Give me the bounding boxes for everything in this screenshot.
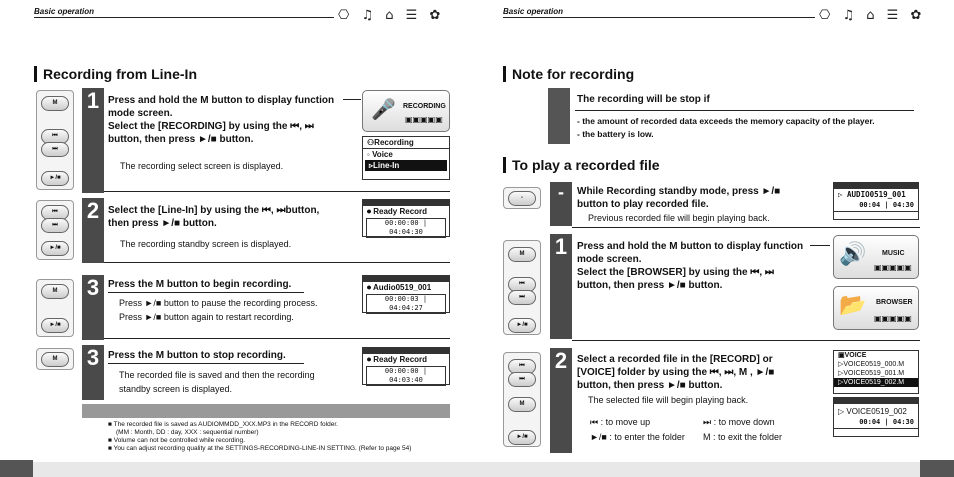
legend-play: ►/■ : to enter the folder — [590, 432, 685, 442]
mode-icons: ▣▣▣▣▣ — [874, 263, 912, 272]
recording-mode-screen — [362, 90, 450, 132]
step1-connector — [343, 99, 361, 100]
header-rule-left — [34, 17, 334, 18]
step-number-1: 1 — [82, 88, 104, 193]
standby-time: 00:00:00 | 04:04:30 — [366, 218, 446, 238]
ready-record-label: ⏺ Ready Record — [367, 355, 428, 364]
step2-button-panel — [36, 200, 74, 260]
step2-divider — [104, 262, 450, 263]
step4-button-panel — [36, 348, 74, 370]
rstep1-text — [577, 240, 817, 292]
rstep0-divider — [572, 227, 920, 228]
rstep0-line2: button to play recorded file. — [577, 199, 709, 210]
step3-rule — [108, 292, 304, 293]
step3-sub2: Press ►/■ button again to restart recording. — [119, 312, 294, 322]
play-stop-button[interactable]: ►/■ — [41, 318, 69, 333]
rstep1-line4: button, then press ►/■ button. — [577, 280, 723, 291]
file-row[interactable]: ▷VOICE0519_001.M — [838, 370, 905, 377]
note-2: ■ Volume can not be controlled while recording. — [108, 437, 245, 444]
rstep2-line3: button, then press ►/■ button. — [577, 380, 723, 391]
step2-text — [108, 204, 343, 230]
file-list-screen — [833, 350, 919, 394]
prev-button[interactable]: ⏮ — [508, 277, 536, 292]
step2-line2: then press ►/■ button. — [108, 218, 217, 229]
next-button[interactable]: ⏭ — [41, 142, 69, 157]
browser-mode-screen — [833, 286, 919, 330]
step-number-dash: - — [550, 182, 572, 226]
section-title-note: Note for recording — [503, 66, 634, 82]
file-row-selected[interactable]: ▷VOICE0519_002.M — [834, 378, 918, 387]
m-button[interactable]: M — [41, 352, 69, 367]
step4-rule — [108, 363, 304, 364]
stop-item-1: - the amount of recorded data exceeds the memory capacity of the player. — [577, 116, 875, 126]
rec-menu-linein: ▹Line-In — [365, 160, 447, 171]
select-button-panel — [503, 352, 541, 447]
legend-prev: ⏮ : to move up — [590, 417, 651, 427]
voice-playback-screen — [833, 397, 919, 437]
prev-button[interactable]: ⏮ — [41, 129, 69, 144]
file-row[interactable]: ▷VOICE0519_000.M — [838, 361, 905, 368]
folder-icon: 📂 — [839, 293, 867, 318]
note-1: ■ The recorded file is saved as AUDIOMMDD_XXX.MP3 in the RECORD folder. — [108, 421, 338, 428]
m-button[interactable]: M — [41, 96, 69, 111]
next-button[interactable]: ⏭ — [508, 290, 536, 305]
step1-sub: The recording select screen is displayed. — [120, 161, 284, 171]
rec-menu-title: ⚇Recording — [367, 138, 414, 147]
speaker-icon: 🔊 — [839, 242, 867, 267]
audio-file-label: ⏺ Audio0519_001 — [367, 283, 432, 292]
header-rule-right — [503, 17, 815, 18]
stop-title: The recording will be stop if — [577, 94, 710, 105]
step1-line3: button, then press ►/■ button. — [108, 134, 254, 145]
rstep2-sub: The selected file will begin playing back. — [588, 395, 749, 405]
rstep1-connector — [810, 245, 830, 246]
legend-m: M : to exit the folder — [703, 432, 783, 442]
voice-time: 00:04 | 04:30 — [834, 417, 918, 429]
m-button[interactable]: M — [41, 284, 69, 299]
stop-time: 00:00:00 | 04:03:40 — [366, 366, 446, 386]
recording-label: RECORDING — [403, 103, 446, 110]
prev-button[interactable]: ⏮ — [41, 205, 69, 220]
footer-block-right — [920, 460, 954, 477]
m-button[interactable]: M — [508, 247, 536, 262]
audio-time: 00:04 | 04:30 — [834, 200, 918, 212]
play-stop-button[interactable]: - — [508, 191, 536, 206]
music-mode-screen — [833, 235, 919, 279]
ready-record-screen — [362, 199, 450, 237]
microphone-icon: 🎤 — [371, 97, 396, 121]
rstep1-line2: mode screen. — [577, 254, 642, 265]
music-label: MUSIC — [882, 250, 905, 257]
footer-block-left — [0, 460, 33, 477]
stop-record-screen — [362, 347, 450, 385]
rstep1-line3: Select the [BROWSER] by using the ⏮, ⏭ — [577, 267, 774, 278]
rstep0-line1: While Recording standby mode, press ►/■ — [577, 186, 781, 197]
section-title-play: To play a recorded file — [503, 157, 660, 173]
stop-rule — [575, 110, 914, 111]
step2-line1: Select the [Line-In] by using the ⏮, ⏭button, — [108, 205, 320, 216]
rstep2-text — [577, 353, 817, 392]
section-title-recording: Recording from Line-In — [34, 66, 197, 82]
audio-file-label: ▷ AUDIO0519_001 — [838, 190, 906, 199]
step3-sub1: Press ►/■ button to pause the recording process. — [119, 298, 318, 308]
header-icons-right: ⎔ ♫ ⌂ ☰ ✿ — [819, 8, 926, 23]
note-3: ■ You can adjust recording quality at the SETTINGS-RECORDING-LINE-IN SETTING. (Refer to page 54) — [108, 445, 412, 452]
header-icons-left: ⎔ ♫ ⌂ ☰ ✿ — [338, 8, 445, 23]
step4-sub2: standby screen is displayed. — [119, 384, 233, 394]
step1-line1: Press and hold the M button to display function mode screen. — [108, 95, 335, 119]
recording-progress-screen — [362, 275, 450, 313]
header-title-left: Basic operation — [34, 7, 95, 16]
browser-button-panel — [503, 240, 541, 335]
recording-time: 00:00:03 | 04:04:27 — [366, 294, 446, 314]
step-number-3-stop: 3 — [82, 345, 104, 400]
step4-sub1: The recorded file is saved and then the recording — [119, 370, 315, 380]
mode-icons: ▣▣▣▣▣ — [405, 115, 443, 124]
play-stop-button[interactable]: ►/■ — [41, 171, 69, 186]
step3-divider — [104, 338, 450, 339]
voice-file-label: ▷ VOICE0519_002 — [838, 407, 907, 416]
step1-text — [108, 94, 343, 146]
legend-next: ⏭ : to move down — [703, 417, 775, 427]
rstep2-line2: [VOICE] folder by using the ⏮, ⏭, M , ►/■ — [577, 367, 775, 378]
playback-screen — [833, 182, 919, 220]
recording-menu-screen — [362, 136, 450, 180]
status-bar — [834, 398, 918, 404]
next-button[interactable]: ⏭ — [41, 218, 69, 233]
folder-row: ▣VOICE — [838, 352, 867, 359]
mode-icons: ▣▣▣▣▣ — [874, 314, 912, 323]
step1-divider — [104, 191, 450, 192]
rec-menu-voice: ◦ Voice — [363, 148, 449, 160]
rstep0-sub: Previous recorded file will begin playing back. — [588, 213, 770, 223]
rstep2-line1: Select a recorded file in the [RECORD] or — [577, 354, 773, 365]
rstep1-divider — [572, 340, 920, 341]
ready-record-label: ⏺ Ready Record — [367, 207, 428, 216]
browser-label: BROWSER — [876, 299, 913, 306]
step-number-3: 3 — [82, 275, 104, 340]
next-button[interactable]: ⏭ — [508, 372, 536, 387]
step1-line2: Select the [RECORDING] by using the ⏮, ⏭ — [108, 121, 314, 132]
step3-line1: Press the M button to begin recording. — [108, 279, 292, 290]
step-number-2: 2 — [82, 198, 104, 263]
play-stop-button[interactable]: ►/■ — [41, 241, 69, 256]
note-side-bar — [548, 88, 570, 144]
play-button-panel — [503, 187, 541, 209]
header-title-right: Basic operation — [503, 7, 564, 16]
notes-bar — [82, 404, 450, 418]
prev-button[interactable]: ⏮ — [508, 359, 536, 374]
footer-strip — [33, 462, 920, 477]
rstep0-text — [577, 185, 817, 211]
rstep1-line1: Press and hold the M button to display function — [577, 241, 804, 252]
play-stop-button[interactable]: ►/■ — [508, 318, 536, 333]
step-number-r1: 1 — [550, 234, 572, 339]
m-button[interactable]: M — [508, 397, 536, 412]
step3-button-panel — [36, 279, 74, 337]
stop-item-2: - the battery is low. — [577, 129, 654, 139]
note-1b: (MM : Month, DD : day, XXX : sequential number) — [116, 429, 259, 436]
step2-sub: The recording standby screen is displayed. — [120, 239, 292, 249]
play-stop-button[interactable]: ►/■ — [508, 430, 536, 445]
stop-items — [577, 115, 875, 141]
step4-line1: Press the M button to stop recording. — [108, 350, 286, 361]
step-number-r2: 2 — [550, 348, 572, 453]
step1-button-panel — [36, 90, 74, 190]
